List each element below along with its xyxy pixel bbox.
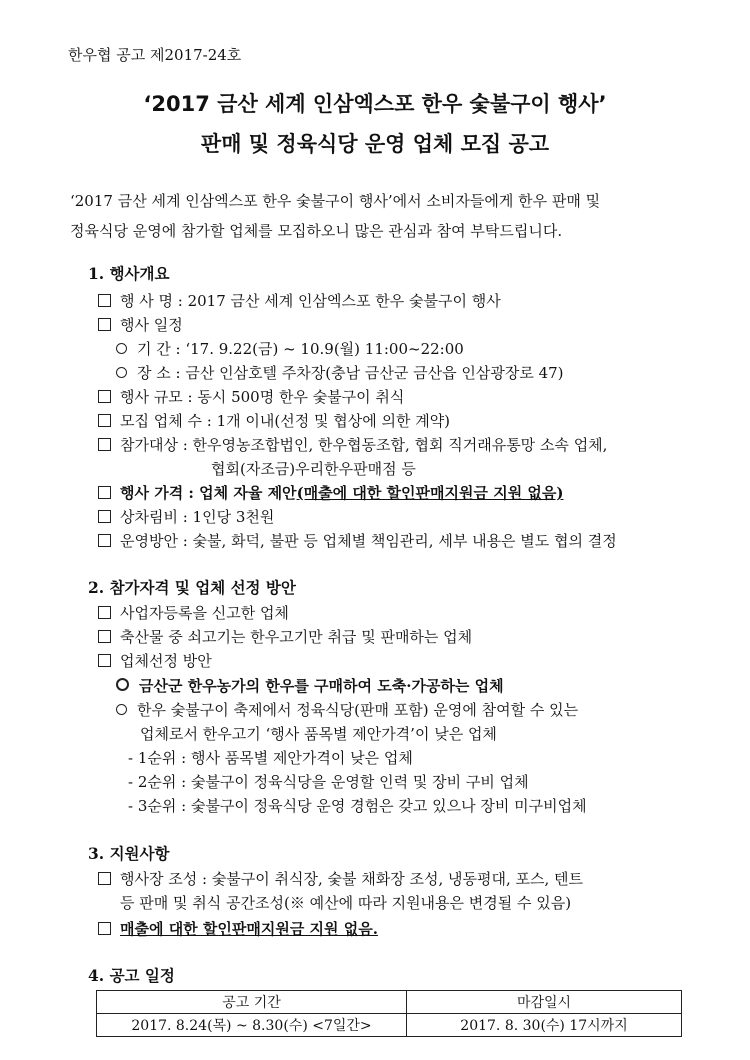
schedule-label: 행사 일정 — [120, 316, 183, 334]
circle-bullet-icon — [116, 343, 127, 354]
price-note: (매출에 대한 할인판매지원금 지원 없음) — [296, 484, 564, 502]
table-fee-text: 상차림비 : 1인당 3천원 — [120, 508, 275, 526]
selection-circle-1-text: 금산군 한우농가의 한우를 구매하여 도축·가공하는 업체 — [139, 677, 504, 695]
target-text-1: 참가대상 : 한우영농조합법인, 한우협동조합, 협회 직거래유통망 소속 업체, — [120, 436, 608, 454]
circle-bullet-icon — [116, 704, 127, 715]
square-bullet-icon — [98, 318, 111, 331]
square-bullet-icon — [98, 630, 111, 643]
title-line-1: ‘2017 금산 세계 인삼엑스포 한우 숯불구이 행사’ — [143, 92, 607, 116]
square-bullet-icon — [98, 510, 111, 523]
recruit-count-text: 모집 업체 수 : 1개 이내(선정 및 협상에 의한 계약) — [120, 412, 451, 430]
qualification-item-1 — [98, 602, 289, 623]
rank-2: - 2순위 : 숯불구이 정육식당을 운영할 인력 및 장비 구비 업체 — [128, 773, 529, 791]
circle-bullet-icon — [116, 678, 129, 691]
period-text: 기 간 : ‘17. 9.22(금) ~ 10.9(월) 11:00~22:00 — [137, 340, 464, 358]
no-discount-item — [98, 918, 378, 939]
table-row — [97, 1014, 682, 1037]
selection-circle-2-text-1: 한우 숯불구이 축제에서 정육식당(판매 포함) 운영에 참여할 수 있는 — [137, 701, 579, 719]
qualification-item-2 — [98, 626, 472, 647]
square-bullet-icon — [98, 294, 111, 307]
qualification-text-2: 축산물 중 쇠고기는 한우고기만 취급 및 판매하는 업체 — [120, 628, 473, 646]
square-bullet-icon — [98, 534, 111, 547]
selection-method-item — [98, 650, 212, 671]
price-item — [98, 482, 564, 503]
rank-3: - 3순위 : 숯불구이 정육식당 운영 경험은 갖고 있으나 장비 미구비업체 — [128, 797, 587, 815]
table-row — [97, 991, 682, 1014]
place-text: 장 소 : 금산 인삼호텔 주차장(충남 금산군 금산읍 인삼광장로 47) — [137, 364, 564, 382]
table-header-period: 공고 기간 — [97, 991, 407, 1014]
qualification-text-1: 사업자등록을 신고한 업체 — [120, 604, 289, 622]
intro-paragraph — [70, 186, 690, 246]
place-item — [116, 362, 564, 383]
operation-item — [98, 530, 617, 551]
scale-text: 행사 규모 : 동시 500명 한우 숯불구이 취식 — [120, 388, 405, 406]
square-bullet-icon — [98, 414, 111, 427]
square-bullet-icon — [98, 654, 111, 667]
target-item — [98, 434, 607, 455]
title-line-2: 판매 및 정육식당 운영 업체 모집 공고 — [200, 132, 550, 156]
schedule-item — [98, 314, 183, 335]
selection-circle-2 — [116, 699, 578, 720]
square-bullet-icon — [98, 390, 111, 403]
circle-bullet-icon — [116, 367, 127, 378]
selection-circle-2-text-2: 업체로서 한우고기 ‘행사 품목별 제안가격’이 낮은 업체 — [140, 725, 497, 743]
square-bullet-icon — [98, 922, 111, 935]
support-text-1: 행사장 조성 : 숯불구이 취식장, 숯불 채화장 조성, 냉동평대, 포스, 텐트 — [120, 870, 584, 888]
intro-line-2: 정육식당 운영에 참가할 업체를 모집하오니 많은 관심과 참여 부탁드립니다. — [70, 222, 563, 240]
recruit-count-item — [98, 410, 450, 431]
support-item — [98, 868, 583, 889]
schedule-table — [96, 990, 682, 1037]
event-name-text: 행 사 명 : 2017 금산 세계 인삼엑스포 한우 숯불구이 행사 — [120, 292, 501, 310]
table-cell-deadline: 2017. 8. 30(수) 17시까지 — [407, 1014, 682, 1037]
period-item — [116, 338, 464, 359]
section-4-heading: 4. 공고 일정 — [88, 966, 175, 985]
rank-1: - 1순위 : 행사 품목별 제안가격이 낮은 업체 — [128, 749, 413, 767]
price-text: 행사 가격 : 업체 자율 제안 — [120, 484, 297, 502]
notice-number: 한우협 공고 제2017-24호 — [68, 46, 242, 64]
intro-line-1: ‘2017 금산 세계 인삼엑스포 한우 숯불구이 행사’에서 소비자들에게 한우 판매 및 — [70, 192, 601, 210]
table-cell-period: 2017. 8.24(목) ~ 8.30(수) <7일간> — [97, 1014, 407, 1037]
selection-method-label: 업체선정 방안 — [120, 652, 212, 670]
no-discount-text: 매출에 대한 할인판매지원금 지원 없음. — [120, 920, 378, 938]
scale-item — [98, 386, 404, 407]
table-fee-item — [98, 506, 274, 527]
square-bullet-icon — [98, 606, 111, 619]
event-name-item — [98, 290, 501, 311]
table-header-deadline: 마감일시 — [407, 991, 682, 1014]
section-2-heading: 2. 참가자격 및 업체 선정 방안 — [88, 578, 296, 597]
square-bullet-icon — [98, 872, 111, 885]
selection-circle-1 — [116, 675, 504, 696]
support-text-2: 등 판매 및 취식 공간조성(※ 예산에 따라 지원내용은 변경될 수 있음) — [120, 894, 572, 912]
target-text-2: 협회(자조금)우리한우판매점 등 — [211, 460, 416, 478]
square-bullet-icon — [98, 438, 111, 451]
operation-text: 운영방안 : 숯불, 화덕, 불판 등 업체별 책임관리, 세부 내용은 별도 협의 결정 — [120, 532, 617, 550]
square-bullet-icon — [98, 486, 111, 499]
section-3-heading: 3. 지원사항 — [88, 844, 170, 863]
section-1-heading: 1. 행사개요 — [88, 264, 170, 283]
